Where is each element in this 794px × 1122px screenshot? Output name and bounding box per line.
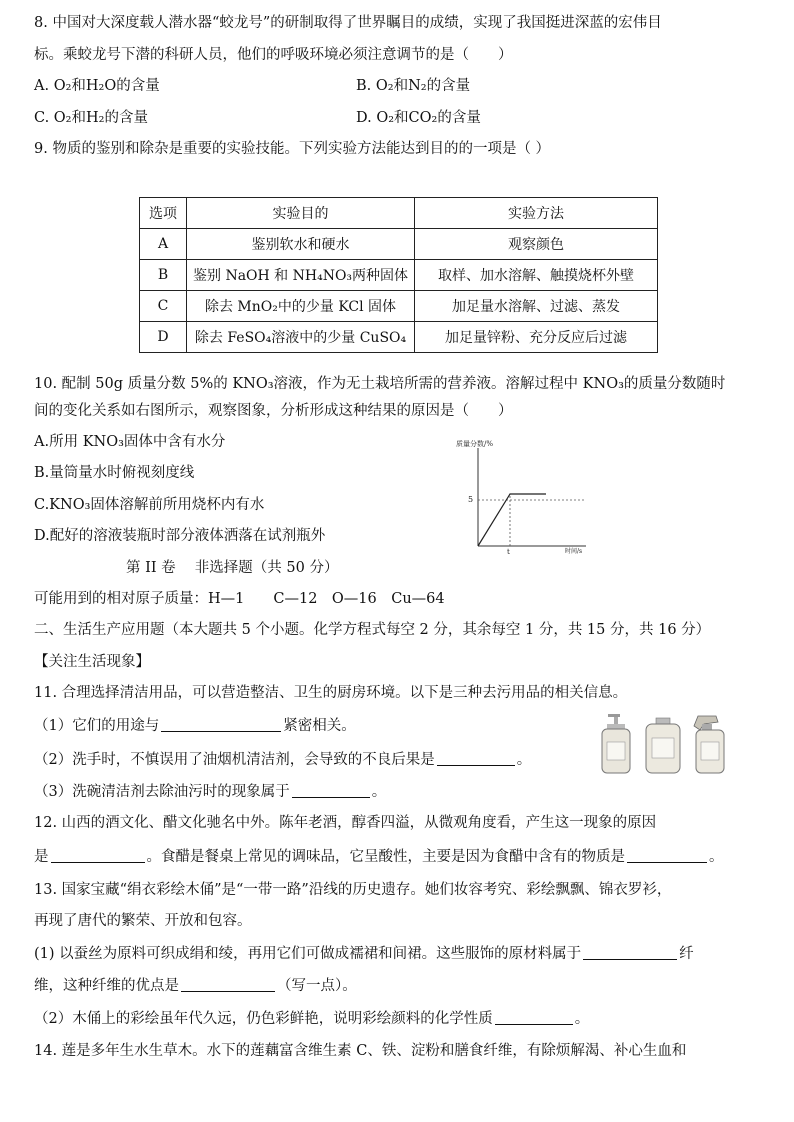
spray-bottle-icon [694, 716, 724, 773]
q13-part2 [34, 1008, 589, 1029]
q13-part1-line2-text: 维，这种纤维的优点是 [34, 978, 179, 994]
graph-curve [478, 494, 546, 546]
table-header-cell: 实验目的 [187, 198, 415, 229]
graph-y-axis-label: 质量分数/% [456, 440, 494, 448]
answer-blank[interactable] [51, 846, 145, 863]
q9-table [139, 197, 658, 353]
q11-part1-text: （1）它们的用途与 [34, 718, 160, 734]
table-row [140, 260, 658, 291]
q11-part3-end: 。 [371, 784, 387, 800]
table-cell: A [140, 229, 187, 260]
q10-option-c: C.KNO₃固体溶解前所用烧杯内有水 [34, 497, 265, 513]
cleaning-products-image [598, 712, 732, 778]
table-row [140, 229, 658, 260]
answer-blank[interactable] [181, 975, 275, 992]
graph-x-axis-label: 时间/s [565, 548, 583, 555]
table-cell: B [140, 260, 187, 291]
q11-part2-text: （2）洗手时，不慎误用了油烟机清洁剂，会导致的不良后果是 [34, 752, 435, 768]
q9-stem: 9. 物质的鉴别和除杂是重要的实验技能。下列实验方法能达到目的的一项是（ ） [34, 141, 551, 157]
q12-line1: 12. 山西的酒文化、醋文化驰名中外。陈年老酒，醇香四溢，从微观角度看，产生这一现象的原因 [34, 815, 657, 831]
table-header-cell: 选项 [140, 198, 187, 229]
q8-option-b: B. O₂和N₂的含量 [356, 78, 471, 94]
table-header-row [140, 198, 658, 229]
table-row [140, 322, 658, 353]
q11-stem: 11. 合理选择清洁用品，可以营造整洁、卫生的厨房环境。以下是三种去污用品的相关信息。 [34, 685, 628, 701]
answer-blank[interactable] [292, 781, 370, 798]
table-cell: 除去 FeSO₄溶液中的少量 CuSO₄ [187, 322, 415, 353]
graph-y-tick-label: 5 [468, 495, 474, 504]
table-cell: 除去 MnO₂中的少量 KCl 固体 [187, 291, 415, 322]
q10-line1: 10. 配制 50g 质量分数 5%的 KNO₃溶液，作为无土栽培所需的营养液。溶解过程中 KNO₃的质量分数随时 [34, 376, 726, 392]
q8-option-a: A. O₂和H₂O的含量 [34, 78, 160, 94]
table-cell: 取样、加水溶解、触摸烧杯外壁 [415, 260, 658, 291]
table-cell: D [140, 322, 187, 353]
q11-part3 [34, 781, 386, 802]
q13-part2-text: （2）木俑上的彩绘虽年代久远，仍色彩鲜艳，说明彩绘颜料的化学性质 [34, 1011, 493, 1027]
q13-part1-line2 [34, 975, 357, 996]
answer-blank[interactable] [161, 715, 281, 732]
q13-part1-line1 [34, 943, 694, 964]
q8-option-d: D. O₂和CO₂的含量 [356, 110, 481, 126]
table-cell: 鉴别 NaOH 和 NH₄NO₃两种固体 [187, 260, 415, 291]
table-cell: 鉴别软水和硬水 [187, 229, 415, 260]
q11-part1-text-end: 紧密相关。 [283, 718, 356, 734]
q10-line2: 间的变化关系如右图所示，观察图象，分析形成这种结果的原因是（ ） [34, 403, 513, 419]
q12-line2-end: 。 [709, 849, 724, 865]
q11-part2 [34, 749, 531, 770]
table-cell: C [140, 291, 187, 322]
focus-heading: 【关注生活现象】 [34, 654, 150, 670]
q13-part1-fiber: 纤 [679, 946, 694, 962]
hand-soap-bottle-icon [602, 714, 630, 773]
q11-part3-text: （3）洗碗清洁剂去除油污时的现象属于 [34, 784, 290, 800]
q11-part2-end: 。 [516, 752, 532, 768]
answer-blank[interactable] [627, 846, 707, 863]
q8-option-c: C. O₂和H₂的含量 [34, 110, 148, 126]
graph-x-tick-label: t [507, 548, 510, 556]
q10-option-a: A.所用 KNO₃固体中含有水分 [34, 434, 226, 450]
section-title: 第 II 卷 非选择题（共 50 分） [126, 560, 339, 576]
q13-line1: 13. 国家宝藏“绢衣彩绘木俑”是“一带一路”沿线的历史遗存。她们妆容考究、彩绘飘飘、锦衣罗衫， [34, 882, 672, 898]
atomic-mass: 可能用到的相对原子质量：H—1 C—12 O—16 Cu—64 [34, 591, 445, 607]
q10-graph [456, 436, 596, 558]
q13-line2: 再现了唐代的繁荣、开放和包容。 [34, 913, 252, 929]
q10-option-d: D.配好的溶液装瓶时部分液体洒落在试剂瓶外 [34, 528, 326, 544]
table-cell: 观察颜色 [415, 229, 658, 260]
q8-line2: 标。乘蛟龙号下潜的科研人员，他们的呼吸环境必须注意调节的是（ ） [34, 47, 513, 63]
q13-part2-end: 。 [574, 1011, 590, 1027]
q12-line2 [34, 846, 724, 867]
q12-line2-start: 是 [34, 849, 49, 865]
answer-blank[interactable] [583, 943, 677, 960]
table-cell: 加足量锌粉、充分反应后过滤 [415, 322, 658, 353]
table-cell: 加足量水溶解、过滤、蒸发 [415, 291, 658, 322]
q10-option-b: B.量筒量水时俯视刻度线 [34, 465, 195, 481]
table-header-cell: 实验方法 [415, 198, 658, 229]
q14-line1: 14. 莲是多年生水生草木。水下的莲藕富含维生素 C、铁、淀粉和膳食纤维，有除烦解渴、补心生血和 [34, 1043, 687, 1059]
answer-blank[interactable] [495, 1008, 573, 1025]
detergent-bottle-icon [646, 718, 680, 773]
q13-part1-line2-end: （写一点）。 [277, 978, 357, 994]
q11-part1 [34, 715, 356, 736]
answer-blank[interactable] [437, 749, 515, 766]
q8-line1: 8. 中国对大深度载人潜水器“蛟龙号”的研制取得了世界瞩目的成绩，实现了我国挺进深蓝的宏伟目 [34, 15, 662, 31]
q13-part1-text: (1) 以蚕丝为原料可织成绢和绫，再用它们可做成襦裙和间裙。这些服饰的原材料属于 [34, 946, 582, 962]
table-row [140, 291, 658, 322]
q12-line2-middle: 。食醋是餐桌上常见的调味品，它呈酸性，主要是因为食醋中含有的物质是 [146, 849, 625, 865]
section-heading: 二、生活生产应用题（本大题共 5 个小题。化学方程式每空 2 分，其余每空 1 分，共 15 分，共 16 分） [34, 622, 711, 638]
